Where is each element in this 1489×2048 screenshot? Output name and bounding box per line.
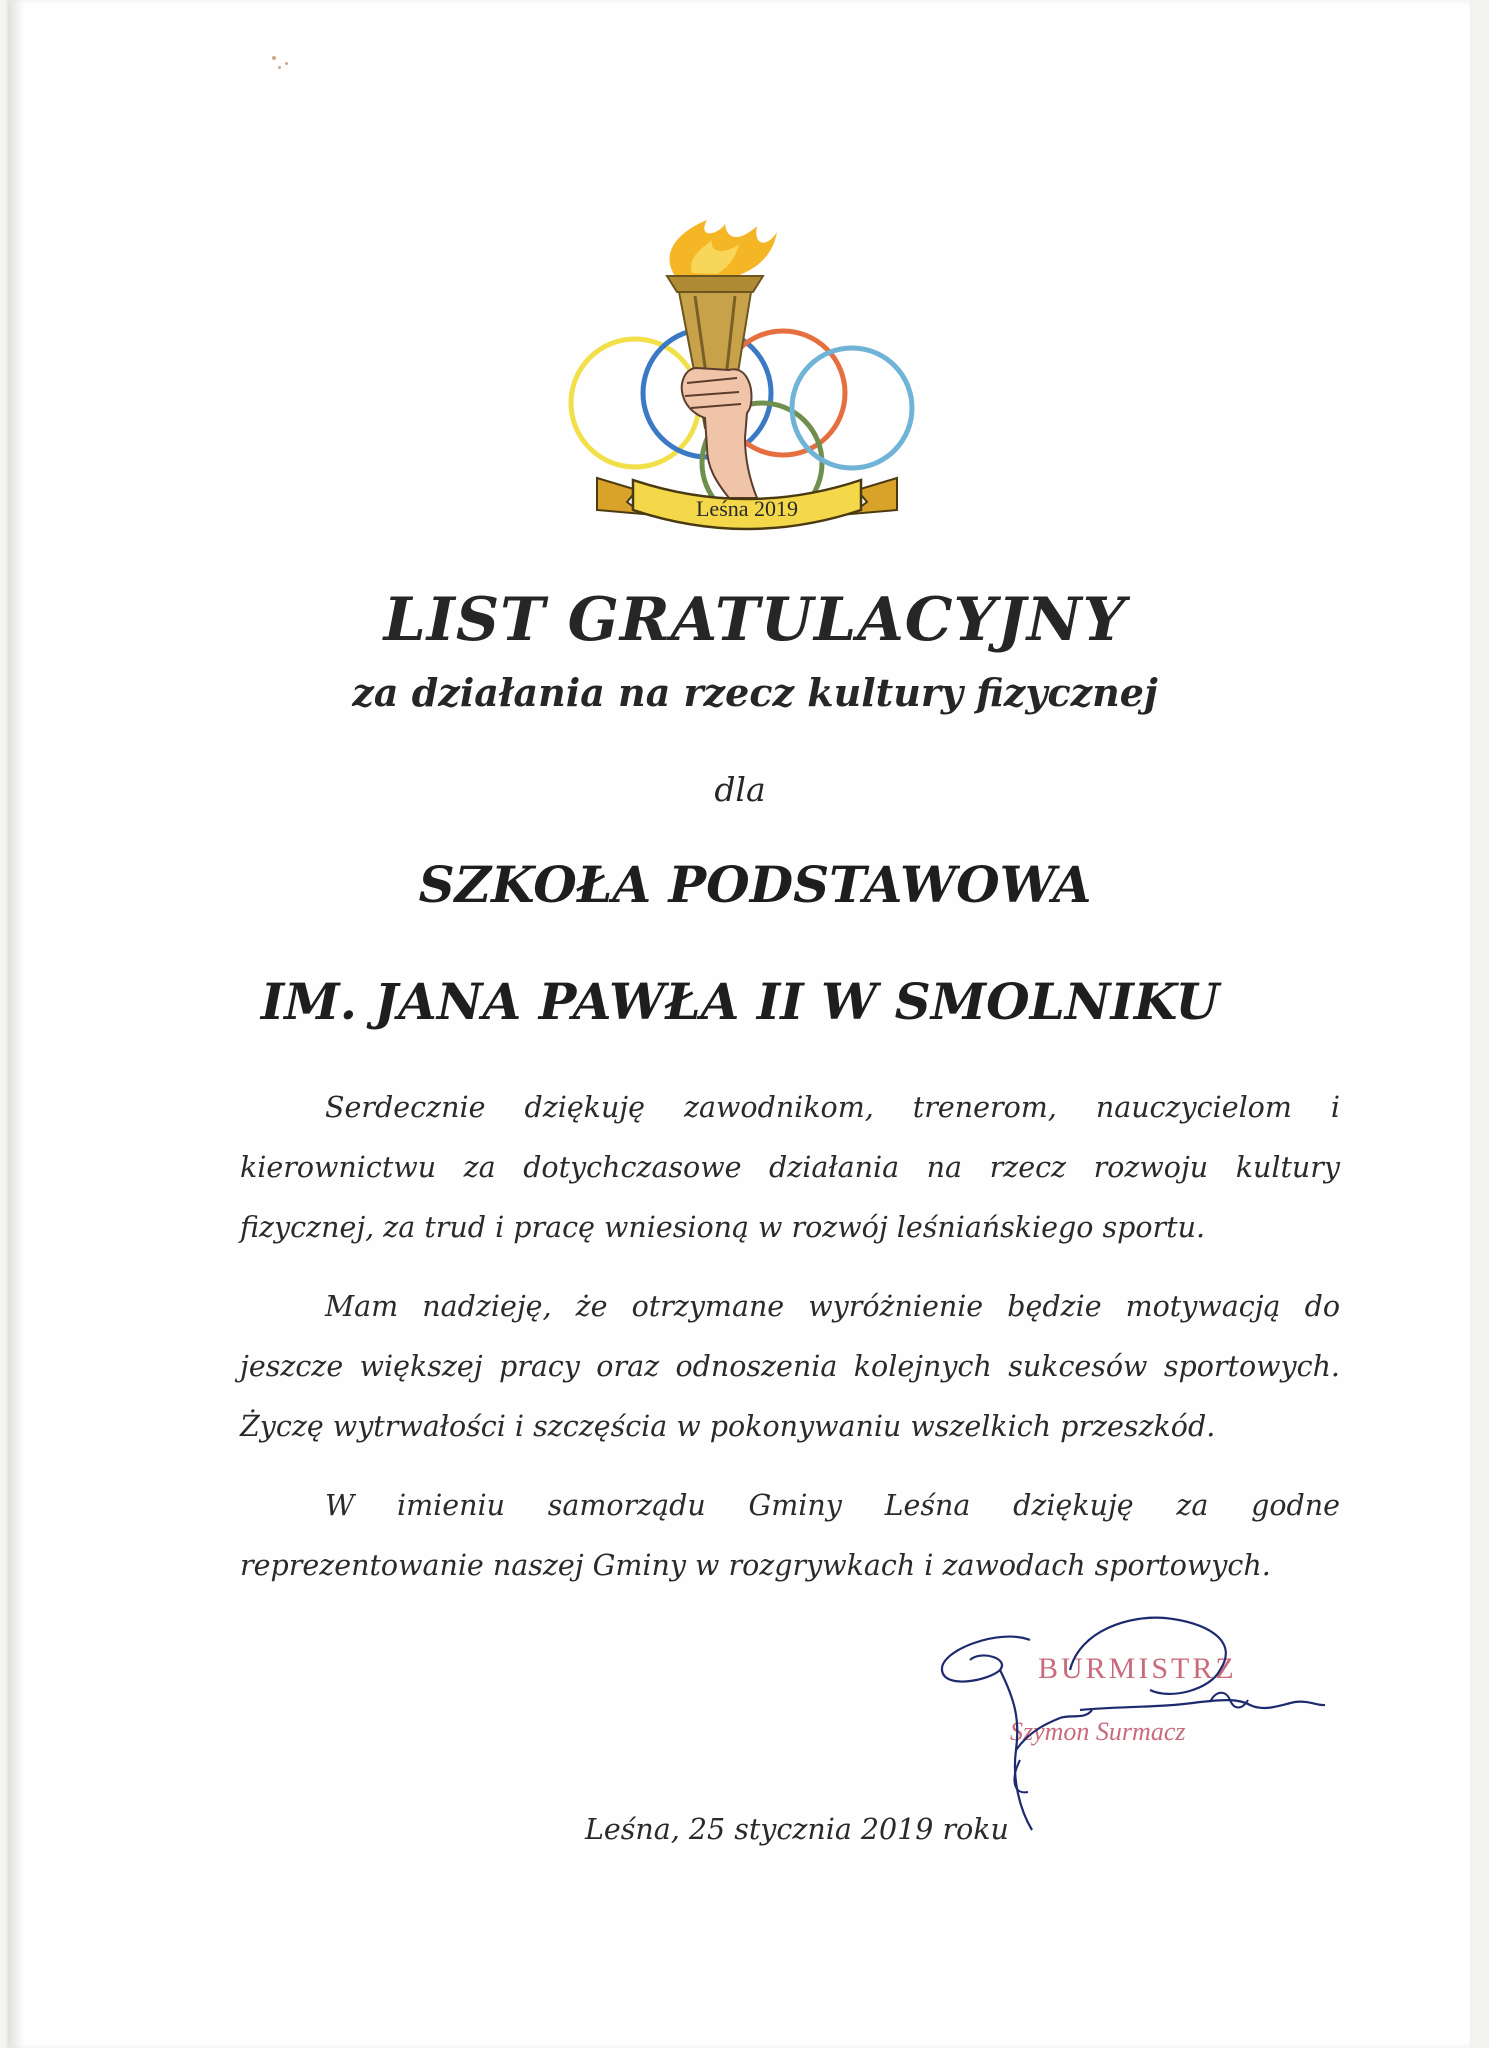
ribbon-text: Leśna 2019 <box>695 496 799 521</box>
torch-rings-emblem <box>567 218 917 566</box>
certificate-page <box>10 0 1470 2048</box>
stamp-title: BURMISTRZ <box>1038 1652 1237 1685</box>
paragraph-1-text: Serdecznie dziękuję zawodnikom, trenerom, nauczycielom i kierownictwu za dotychczasowe działania na rzecz rozwoju kultury fizycznej, za trud i pracę wniesioną w rozwój leśniańskiego sportu. <box>240 1091 1340 1244</box>
recipient-name-line1: SZKOŁA PODSTAWOWA <box>418 855 1092 914</box>
stamp-name: Szymon Surmacz <box>1010 1717 1186 1746</box>
date-place-line: Leśna, 25 stycznia 2019 roku <box>585 1813 1009 1846</box>
paragraph-2-text: Mam nadzieję, że otrzymane wyróżnienie będzie motywacją do jeszcze większej pracy oraz odnoszenia kolejnych sukcesów sportowych. Życzę wytrwałości i szczęścia w pokonywaniu wszelkich przeszkód. <box>240 1290 1340 1443</box>
body-paragraph <box>240 1277 1340 1457</box>
recipient-name-line2: IM. JANA PAWŁA II W SMOLNIKU <box>260 972 1220 1031</box>
document-title: LIST GRATULACYJNY <box>383 585 1127 655</box>
ring-yellow <box>571 339 699 467</box>
recipient-intro: dla <box>714 770 766 809</box>
ring-lightblue <box>792 348 912 468</box>
paragraph-3-text: W imieniu samorządu Gminy Leśna dziękuję za godne reprezentowanie naszej Gminy w rozgrywkach i zawodach sportowych. <box>240 1489 1340 1582</box>
torch-cup <box>667 276 763 292</box>
paper-speck <box>285 62 288 65</box>
body-paragraph <box>240 1476 1340 1596</box>
paper-speck <box>278 66 281 69</box>
paper-speck <box>272 56 276 60</box>
body-paragraph <box>240 1078 1340 1258</box>
document-subtitle: za działania na rzecz kultury fizycznej <box>352 670 1158 715</box>
signature <box>920 1610 1330 1840</box>
